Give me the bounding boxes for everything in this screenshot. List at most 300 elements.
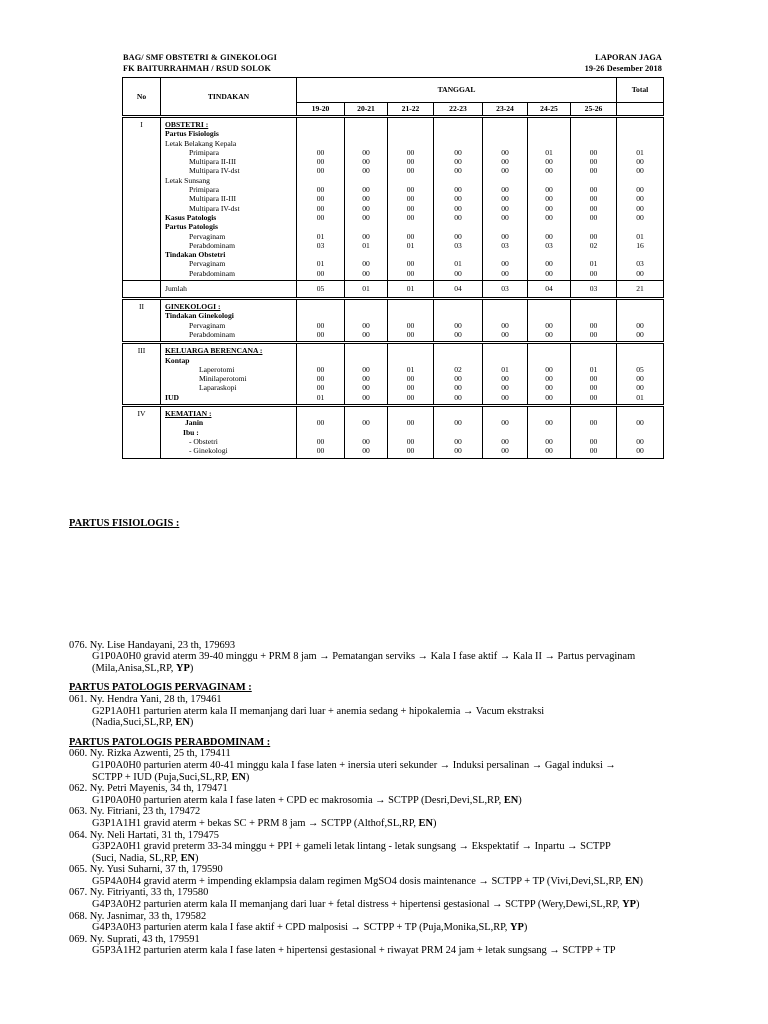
cell-value: 00 (545, 446, 553, 456)
entry-text: G1P0A0H0 parturien aterm kala I fase laten + CPD ec makrosomia → SCTPP (Desri,Devi,SL,RP, (92, 794, 504, 806)
cell-value (345, 120, 387, 129)
cell-value: 00 (636, 203, 644, 213)
cell-value: 16 (636, 240, 644, 250)
examiner-initials: EN (503, 794, 519, 806)
total-value-column (617, 299, 664, 343)
cell-value (617, 250, 663, 259)
column-header-tanggal: TANGGAL (297, 78, 617, 103)
cell-value: 00 (454, 268, 462, 278)
cell-value (345, 302, 387, 311)
row-label: Perabdominam (189, 329, 235, 339)
cell-value: 00 (589, 166, 598, 176)
examiner-initials: EN (175, 717, 190, 729)
entry-text-line: G1P0A0H0 parturien aterm 40-41 minggu kala I fase laten + inersia uteri sekunder → Induksi persalinan → Gagal induksi → (92, 759, 616, 771)
department-name: BAG/ SMF OBSTETRI & GINEKOLOGI (123, 53, 277, 62)
cell-value (345, 346, 387, 355)
cell-value: 01 (636, 392, 644, 402)
cell-value: 00 (316, 194, 325, 204)
cell-value: 02 (454, 364, 462, 374)
cell-value (571, 250, 616, 259)
cell-value (571, 222, 616, 231)
cell-value: 00 (454, 320, 462, 330)
row-label: Multipara IV-dst (189, 203, 240, 213)
cell-value (483, 250, 527, 259)
cell-value (388, 120, 433, 129)
row-label: KEMATIAN : (165, 409, 212, 419)
date-value-column (434, 406, 483, 458)
cell-value (483, 302, 527, 311)
cell-value: 00 (316, 212, 325, 222)
cell-value (528, 311, 570, 320)
cell-value (388, 346, 433, 355)
case-report (69, 518, 719, 957)
cell-value (297, 222, 344, 231)
row-label: Multipara II-III (189, 194, 237, 204)
cell-value (297, 120, 344, 129)
entry-close: ) (189, 717, 194, 729)
cell-value: 00 (454, 231, 462, 241)
cell-value (528, 139, 570, 148)
row-label: Primipara (189, 147, 219, 157)
cell-value: 00 (501, 231, 509, 241)
entry-final-line (69, 663, 719, 675)
cell-value: 00 (501, 194, 509, 204)
cell-value: 00 (545, 157, 553, 167)
cell-value (297, 409, 344, 418)
date-value-column (297, 299, 345, 343)
cell-value (297, 428, 344, 437)
entry-close: ) (635, 899, 640, 911)
cell-value: 03 (454, 240, 462, 250)
cell-value: 00 (454, 374, 462, 384)
examiner-initials: YP (510, 922, 524, 934)
cell-value: 00 (362, 166, 370, 176)
cell-value: 00 (362, 383, 370, 393)
date-value-column (528, 406, 571, 458)
date-value-column (434, 117, 483, 281)
date-value-column (571, 299, 617, 343)
cell-value: 00 (589, 147, 598, 157)
column-header-tindakan: TINDAKAN (161, 78, 297, 117)
entry-final-line (69, 922, 719, 934)
date-column-header: 21-22 (388, 103, 434, 117)
cell-value: 00 (316, 374, 325, 384)
cell-value (528, 428, 570, 437)
cell-value (483, 346, 527, 355)
cell-value: 00 (501, 436, 509, 446)
date-value-column (528, 117, 571, 281)
cell-value: 00 (589, 231, 598, 241)
cell-value: 00 (501, 418, 509, 428)
section-title-partus-patologis-pervaginam: PARTUS PATOLOGIS PERVAGINAM : (69, 682, 252, 694)
entry-final-line (69, 772, 719, 784)
cell-value: 00 (545, 259, 553, 269)
row-label: Partus Fisiologis (165, 129, 219, 139)
entry-text: G4P3A0H2 parturien aterm kala II memanjang dari luar + fetal distress + hipertensi gestasional → SCTPP (Wery,Dewi,SL,RP, (92, 899, 623, 911)
entry-text: (Mila,Anisa,SL,RP, (92, 662, 176, 674)
date-column-header: 25-26 (571, 103, 617, 117)
cell-value (345, 176, 387, 185)
cell-value (571, 129, 616, 138)
section-labels (161, 117, 297, 281)
cell-value: 00 (406, 320, 415, 330)
cell-value: 00 (454, 157, 462, 167)
cell-value (617, 302, 663, 311)
date-value-column (388, 406, 434, 458)
cell-value: 00 (362, 212, 370, 222)
cell-value (571, 356, 616, 365)
row-label: Ibu : (183, 427, 199, 437)
row-label: IUD (165, 392, 179, 402)
date-value-column (297, 406, 345, 458)
cell-value: 00 (362, 418, 370, 428)
cell-value: 00 (454, 147, 462, 157)
entry-text: G5P3A1H2 parturien aterm kala I fase laten + hipertensi gestasional + riwayat PRM 24 jam + letak sungsang → SCTPP + TP (92, 945, 616, 957)
faculty-hospital-name: FK BAITURRAHMAH / RSUD SOLOK (123, 64, 272, 73)
cell-value: 00 (589, 320, 598, 330)
case-entry (69, 806, 719, 829)
row-label: OBSTETRI : (165, 120, 209, 129)
cell-value: 00 (316, 320, 325, 330)
row-label: Tindakan Ginekologi (165, 311, 234, 321)
cell-value: 01 (316, 392, 325, 402)
case-entry (69, 864, 719, 887)
cell-value: 00 (316, 203, 325, 213)
table-body (123, 117, 664, 459)
date-value-column (483, 299, 528, 343)
case-entry (69, 830, 719, 865)
cell-value: 00 (406, 383, 415, 393)
cell-value (483, 428, 527, 437)
cell-value (388, 176, 433, 185)
cell-value: 00 (545, 383, 553, 393)
cell-value: 00 (545, 436, 553, 446)
cell-value: 00 (589, 374, 598, 384)
cell-value: 00 (406, 203, 415, 213)
cell-value (617, 311, 663, 320)
cell-value (483, 356, 527, 365)
sum-value: 01 (388, 281, 434, 299)
cell-value: 00 (589, 329, 598, 339)
section-number: II (123, 299, 161, 343)
date-value-column (528, 343, 571, 406)
row-label: Laperotomi (199, 364, 235, 374)
cell-value (297, 311, 344, 320)
cell-value (571, 346, 616, 355)
cell-value (571, 311, 616, 320)
cell-value: 00 (406, 259, 415, 269)
cell-value: 00 (545, 392, 553, 402)
cell-value: 00 (454, 383, 462, 393)
cell-value: 00 (501, 320, 509, 330)
examiner-initials: YP (622, 899, 636, 911)
cell-value (528, 346, 570, 355)
cell-value (617, 356, 663, 365)
row-label: Pervaginam (189, 259, 226, 269)
cell-value (388, 250, 433, 259)
cell-value (345, 139, 387, 148)
cell-value (528, 120, 570, 129)
cell-value: 00 (316, 157, 325, 167)
cell-value: 00 (636, 329, 644, 339)
cell-value: 00 (589, 436, 598, 446)
cell-value: 00 (501, 259, 509, 269)
cell-value: 01 (589, 364, 598, 374)
date-value-column (297, 117, 345, 281)
cell-value: 00 (636, 436, 644, 446)
cell-value: 00 (362, 392, 370, 402)
date-column-header: 19-20 (297, 103, 345, 117)
cell-value: 00 (316, 147, 325, 157)
cell-value: 00 (501, 374, 509, 384)
cell-value: 00 (454, 446, 462, 456)
date-value-column (434, 299, 483, 343)
cell-value: 00 (406, 147, 415, 157)
cell-value: 00 (501, 212, 509, 222)
cell-value: 00 (406, 392, 415, 402)
cell-value (345, 250, 387, 259)
entry-header: 064. Ny. Neli Hartati, 31 th, 179475 (69, 829, 219, 841)
row-label: Pervaginam (189, 320, 226, 330)
cell-value: 01 (636, 147, 644, 157)
cell-value (434, 356, 482, 365)
case-entry (69, 911, 719, 934)
sum-value: 05 (297, 281, 345, 299)
cell-value: 00 (636, 320, 644, 330)
cell-value (483, 409, 527, 418)
entry-text-line: G1P0A0H0 gravid aterm 39-40 minggu + PRM 8 jam → Pematangan serviks → Kala I fase aktif → Kala II → Partus pervaginam (92, 651, 636, 663)
section-title-partus-fisiologis: PARTUS FISIOLOGIS : (69, 518, 180, 529)
cell-value (434, 222, 482, 231)
date-value-column (345, 299, 388, 343)
cell-value (297, 346, 344, 355)
cell-value (528, 222, 570, 231)
cell-value: 00 (316, 436, 325, 446)
row-label: - Ginekologi (189, 446, 228, 456)
cell-value: 00 (501, 268, 509, 278)
entry-final-line (69, 945, 719, 957)
entry-text: (Suci, Nadia, SL,RP, (92, 852, 181, 864)
sum-value: 03 (483, 281, 528, 299)
cell-value (434, 346, 482, 355)
date-value-column (345, 343, 388, 406)
cell-value: 00 (589, 212, 598, 222)
report-title: LAPORAN JAGA (595, 53, 662, 62)
entry-text: SCTPP + IUD (Puja,Suci,SL,RP, (92, 771, 232, 783)
section-labels (161, 406, 297, 458)
date-value-column (571, 406, 617, 458)
cell-value: 00 (501, 383, 509, 393)
cell-value: 00 (406, 212, 415, 222)
entry-final-line (69, 795, 719, 807)
cell-value (617, 428, 663, 437)
entry-header: 065. Ny. Yusi Suharni, 37 th, 179590 (69, 864, 223, 876)
cell-value: 00 (454, 166, 462, 176)
entry-close: ) (189, 662, 194, 674)
cell-value: 00 (316, 268, 325, 278)
date-column-header: 20-21 (345, 103, 388, 117)
cell-value (297, 176, 344, 185)
cell-value (617, 139, 663, 148)
table-section-row (123, 117, 664, 281)
cell-value: 00 (362, 364, 370, 374)
cell-value: 00 (316, 185, 325, 195)
sum-value: 04 (528, 281, 571, 299)
section-number: I (123, 117, 161, 281)
cell-value: 00 (362, 446, 370, 456)
column-header-total: Total (617, 78, 664, 103)
cell-value: 01 (362, 240, 370, 250)
row-label: - Obstetri (189, 436, 218, 446)
cell-value (528, 129, 570, 138)
report-header-left (123, 52, 277, 74)
cell-value: 00 (362, 231, 370, 241)
cell-value (483, 120, 527, 129)
cell-value (528, 356, 570, 365)
cell-value (434, 311, 482, 320)
entry-close: ) (245, 771, 250, 783)
cell-value: 01 (406, 240, 415, 250)
entry-header: 069. Ny. Suprati, 43 th, 179591 (69, 933, 200, 945)
cell-value: 00 (636, 446, 644, 456)
entry-final-line (69, 899, 719, 911)
cell-value (483, 311, 527, 320)
cell-value (617, 120, 663, 129)
date-value-column (483, 343, 528, 406)
cell-value: 01 (316, 259, 325, 269)
row-label: Perabdominam (189, 268, 235, 278)
cell-value: 00 (636, 383, 644, 393)
cell-value (297, 302, 344, 311)
cell-value: 00 (545, 212, 553, 222)
cell-value: 00 (545, 166, 553, 176)
cell-value: 00 (362, 374, 370, 384)
report-header-right (552, 52, 662, 74)
row-label: GINEKOLOGI : (165, 302, 221, 312)
cell-value: 00 (501, 166, 509, 176)
cell-value: 00 (501, 147, 509, 157)
entry-final-line (69, 876, 719, 888)
cell-value: 00 (501, 392, 509, 402)
cell-value: 00 (454, 194, 462, 204)
cell-value: 00 (501, 446, 509, 456)
cell-value (571, 176, 616, 185)
cell-value (345, 129, 387, 138)
cell-value (528, 176, 570, 185)
examiner-initials: EN (418, 817, 433, 829)
entry-close: ) (195, 852, 199, 864)
cell-value (434, 120, 482, 129)
date-value-column (483, 117, 528, 281)
date-column-header: 24-25 (528, 103, 571, 117)
cell-value: 01 (501, 364, 509, 374)
cell-value: 00 (636, 185, 644, 195)
row-label: Primipara (189, 185, 219, 195)
cell-value: 03 (636, 259, 644, 269)
cell-value: 01 (454, 259, 462, 269)
row-label: Tindakan Obstetri (165, 250, 226, 260)
cell-value: 00 (362, 185, 370, 195)
cell-value (617, 222, 663, 231)
date-value-column (388, 117, 434, 281)
cell-value: 00 (454, 436, 462, 446)
cell-value: 00 (545, 231, 553, 241)
row-label: Laparaskopi (199, 383, 237, 393)
row-label: Multipara II-III (189, 157, 237, 167)
date-column-header: 23-24 (483, 103, 528, 117)
cell-value: 00 (589, 268, 598, 278)
row-label: Letak Belakang Kepala (165, 138, 237, 148)
cell-value: 00 (636, 157, 644, 167)
cell-value (297, 356, 344, 365)
cell-value: 00 (636, 194, 644, 204)
examiner-initials: EN (625, 875, 640, 887)
column-header-no: No (123, 78, 161, 117)
entry-text-line: G2P1A0H1 parturien aterm kala II memanjang dari luar + anemia sedang + hipokalemia → Vacum ekstraksi (92, 705, 545, 717)
cell-value: 00 (501, 157, 509, 167)
sum-value: 04 (434, 281, 483, 299)
section-title-partus-patologis-perabdominam: PARTUS PATOLOGIS PERABDOMINAM : (69, 736, 271, 748)
entry-text-line: G3P2A0H1 gravid preterm 33-34 minggu + PPI + gameli letak lintang - letak sungsang → Ekspektatif → Inpartu → SCTPP (92, 841, 611, 853)
cell-value (571, 409, 616, 418)
cell-value: 01 (316, 231, 325, 241)
cell-value (434, 302, 482, 311)
entry-header: 067. Ny. Fitriyanti, 33 th, 179580 (69, 887, 209, 899)
report-period: 19-26 Desember 2018 (584, 64, 662, 73)
case-entry (69, 934, 719, 957)
cell-value: 03 (316, 240, 325, 250)
sum-row (123, 281, 664, 299)
cell-value: 00 (454, 212, 462, 222)
cell-value: 00 (454, 329, 462, 339)
section-labels (161, 343, 297, 406)
cell-value: 00 (362, 329, 370, 339)
cell-value (434, 176, 482, 185)
cell-value: 00 (589, 185, 598, 195)
entry-close: ) (523, 922, 528, 934)
entry-header: 061. Ny. Hendra Yani, 28 th, 179461 (69, 693, 222, 705)
cell-value: 01 (589, 259, 598, 269)
cell-value: 01 (545, 147, 553, 157)
cell-value (617, 346, 663, 355)
date-value-column (483, 406, 528, 458)
cell-value: 00 (545, 329, 553, 339)
cell-value: 00 (406, 446, 415, 456)
cell-value: 00 (545, 185, 553, 195)
cell-value (434, 129, 482, 138)
cell-value (434, 250, 482, 259)
cell-value: 01 (636, 231, 644, 241)
row-label: Letak Sunsang (165, 175, 210, 185)
examiner-initials: EN (231, 771, 246, 783)
date-column-header: 22-23 (434, 103, 483, 117)
cell-value: 00 (362, 436, 370, 446)
cell-value: 00 (636, 268, 644, 278)
cell-value (388, 139, 433, 148)
entry-text: (Nadia,Suci,SL,RP, (92, 717, 176, 729)
cell-value: 00 (316, 383, 325, 393)
cell-value: 00 (362, 268, 370, 278)
total-value-column (617, 406, 664, 458)
cell-value: 00 (454, 418, 462, 428)
cell-value: 00 (545, 203, 553, 213)
case-entry (69, 783, 719, 806)
cell-value (571, 302, 616, 311)
examiner-initials: YP (176, 662, 190, 674)
cell-value (297, 250, 344, 259)
cell-value (345, 222, 387, 231)
cell-value: 00 (454, 203, 462, 213)
